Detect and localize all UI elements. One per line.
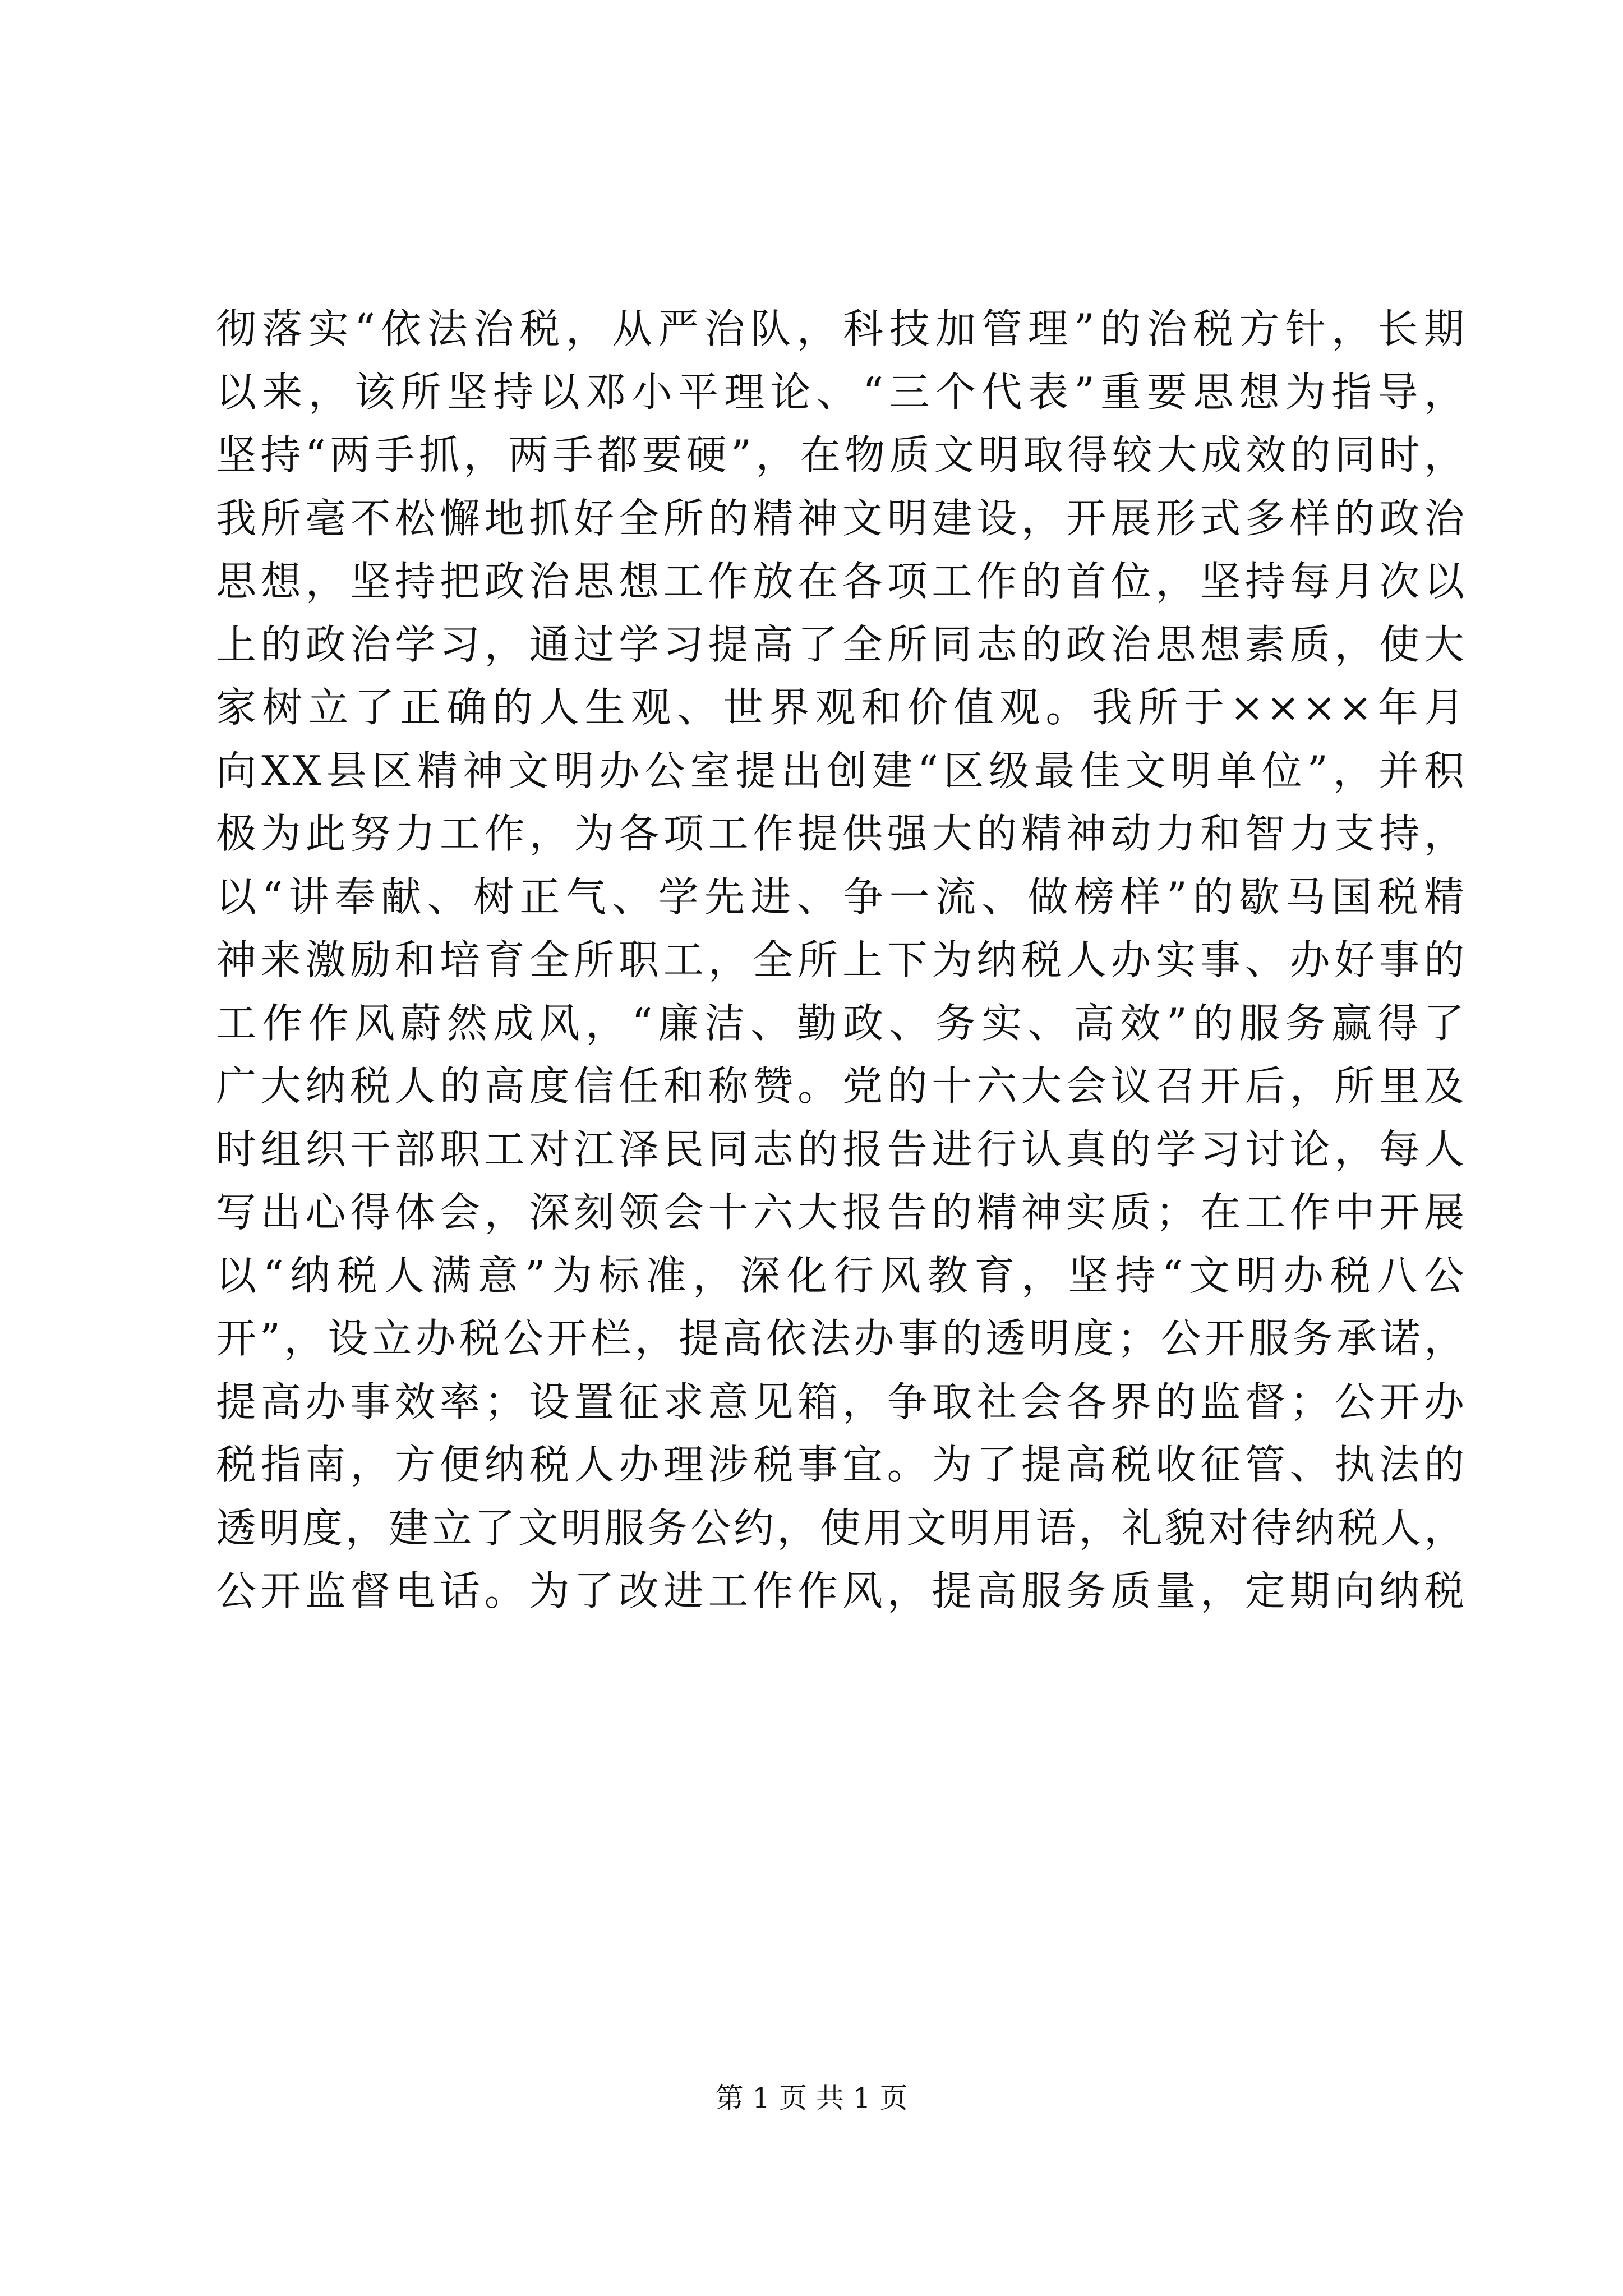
- body-text: [216, 297, 1467, 1623]
- text-line: 税指南，方便纳税人办理涉税事宜。为了提高税收征管、执法的: [216, 1441, 1467, 1488]
- text-line: 彻落实“依法治税，从严治队，科技加管理”的治税方针，长期: [216, 305, 1467, 352]
- text-line: 思想，坚持把政治思想工作放在各项工作的首位，坚持每月次以: [216, 558, 1467, 605]
- text-line: 提高办事效率；设置征求意见箱，争取社会各界的监督；公开办: [216, 1378, 1467, 1425]
- text-line: 以“纳税人满意”为标准，深化行风教育，坚持“文明办税八公: [216, 1251, 1467, 1299]
- text-line: 极为此努力工作，为各项工作提供强大的精神动力和智力支持，: [216, 810, 1467, 857]
- text-line: 上的政治学习，通过学习提高了全所同志的政治思想素质，使大: [216, 620, 1467, 668]
- text-line: 透明度，建立了文明服务公约，使用文明用语，礼貌对待纳税人，: [216, 1504, 1467, 1552]
- text-line: 以“讲奉献、树正气、学先进、争一流、做榜样”的歇马国税精: [216, 873, 1467, 921]
- text-line: 我所毫不松懈地抓好全所的精神文明建设，开展形式多样的政治: [216, 494, 1467, 542]
- text-line: 向XX县区精神文明办公室提出创建“区级最佳文明单位”，并积: [216, 747, 1467, 794]
- text-line: 公开监督电话。为了改进工作作风，提高服务质量，定期向纳税: [216, 1567, 1467, 1614]
- text-line: 写出心得体会，深刻领会十六大报告的精神实质；在工作中开展: [216, 1189, 1467, 1236]
- text-line: 以来，该所坚持以邓小平理论、“三个代表”重要思想为指导，: [216, 368, 1467, 416]
- text-line: 时组织干部职工对江泽民同志的报告进行认真的学习讨论，每人: [216, 1125, 1467, 1173]
- text-line: 家树立了正确的人生观、世界观和价值观。我所于××××年月: [216, 684, 1467, 731]
- text-line: 广大纳税人的高度信任和称赞。党的十六大会议召开后，所里及: [216, 1062, 1467, 1110]
- text-line: 工作作风蔚然成风，“廉洁、勤政、务实、高效”的服务赢得了: [216, 999, 1467, 1047]
- page-footer: 第 1 页 共 1 页: [715, 2082, 908, 2114]
- text-line: 开”，设立办税公开栏，提高依法办事的透明度；公开服务承诺，: [216, 1315, 1467, 1362]
- text-line: 神来激励和培育全所职工，全所上下为纳税人办实事、办好事的: [216, 936, 1467, 983]
- text-line: 坚持“两手抓，两手都要硬”，在物质文明取得较大成效的同时，: [216, 431, 1467, 478]
